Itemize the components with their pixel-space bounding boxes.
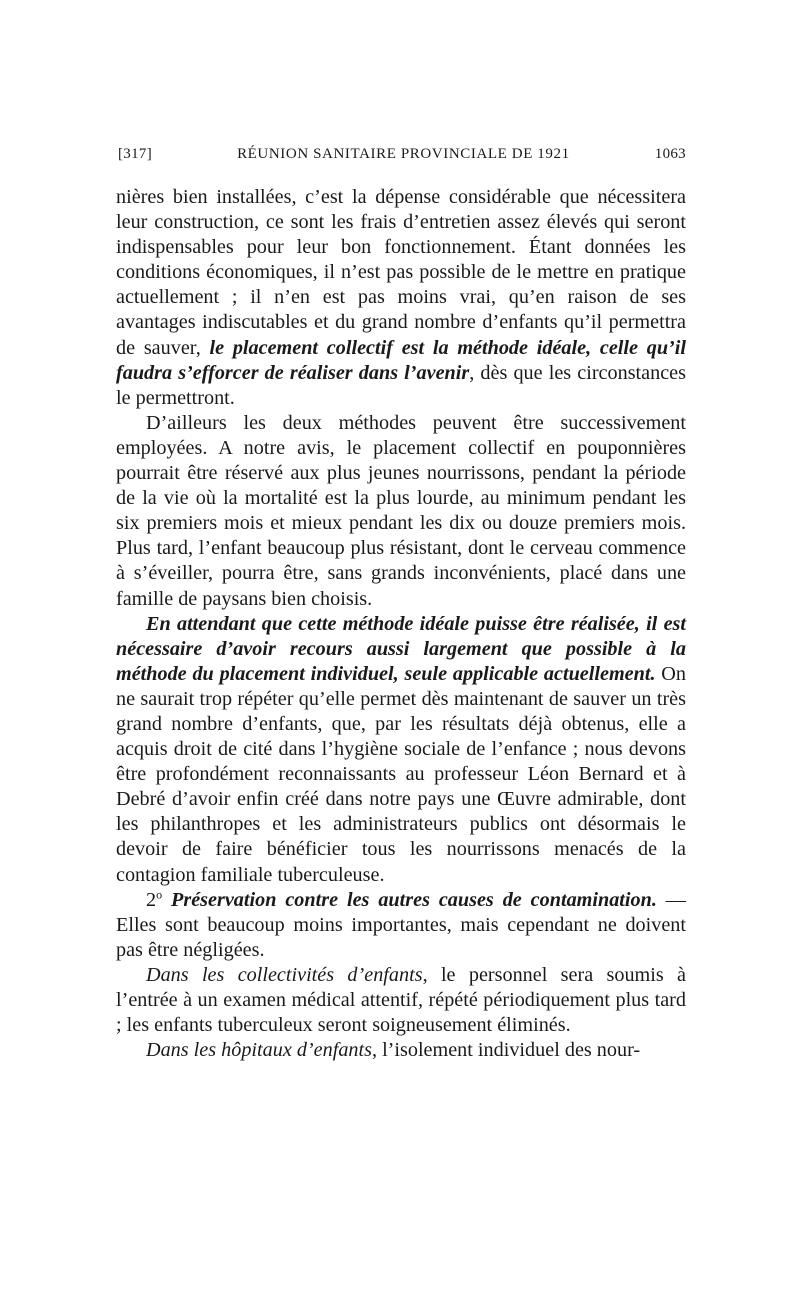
paragraph [116,1038,686,1063]
paragraph [116,612,686,888]
italic-run: Dans les hôpitaux d’enfants [146,1039,372,1062]
text-run: D’ailleurs les deux méthodes peuvent être successivement employées. A notre avis, le placement collectif en pouponnières pourrait être réservé aux plus jeunes nourrissons, pendant la période de la vie où la mortalité est la plus lourde, au minimum pendant les six premiers mois et mieux pendant les dix ou douze premiers mois. Plus tard, l’enfant beaucoup plus résistant, dont le cerveau commence à s’éveiller, pourra être, sans grands inconvénients, placé dans une famille de paysans bien choisis. [116,411,686,610]
text-run: 2 [146,888,157,911]
text-run: , dès que les circonstances le permettront. [116,361,686,409]
text-run: — Elles sont beaucoup moins importantes, mais cependant ne doivent pas être négligées. [116,888,686,961]
page-number: 1063 [654,146,686,162]
superscript-run: o [156,886,163,901]
section-heading-run: Préservation contre les autres causes de contamination. [162,888,657,911]
text-run: , l’isolement individuel des nour- [371,1039,641,1062]
text-run: On ne saurait trop répéter qu’elle permet dès maintenant de sauver un très grand nombre d’enfants, que, par les résultats déjà obtenus, elle a acquis droit de cité dans l’hygiène sociale de l’enfance ; nous devons être profondément reconnaissants au professeur Léon Bernard et à Debré d’avoir enfin créé dans notre pays une Œuvre admirable, dont les philanthropes et les administrateurs publics ont désormais le devoir de faire bénéficier tous les nourrissons menacés de la contagion familiale tuberculeuse. [116,662,686,886]
running-header [116,146,686,163]
paragraph [116,963,686,1038]
paragraph [116,411,686,612]
emphasis-run: En attendant que cette méthode idéale puisse être réalisée, il est nécessaire d’avoir recours aussi largement que possible à la méthode du placement individuel, seule applicable actuellement. [116,612,686,685]
text-run: , le personnel sera soumis à l’entrée à un examen médical attentif, répété périodiquement plus tard ; les enfants tuberculeux seront soigneusement éliminés. [116,963,686,1037]
emphasis-run: le placement collectif est la méthode idéale, celle qu’il faudra s’efforcer de réaliser dans l’avenir [116,336,686,384]
text-run: nières bien installées, c’est la dépense considérable que nécessitera leur construction, ce sont les frais d’entretien assez élevés qui seront indispensables pour leur bon fonctionnement. Étant données les conditions économiques, il n’est pas possible de le mettre en pratique actuellement ; il n’en est pas moins vrai, qu’en raison de ses avantages indiscutables et du grand nombre d’enfants qu’il permettra de sauver, [116,186,686,359]
paragraph [116,888,686,963]
paragraph [116,185,686,411]
italic-run: Dans les collectivités d’enfants [146,963,423,986]
document-page [116,146,686,1063]
running-title: RÉUNION SANITAIRE PROVINCIALE DE 1921 [237,146,570,162]
body-text [116,185,686,1063]
page-reference: [317] [118,146,152,162]
